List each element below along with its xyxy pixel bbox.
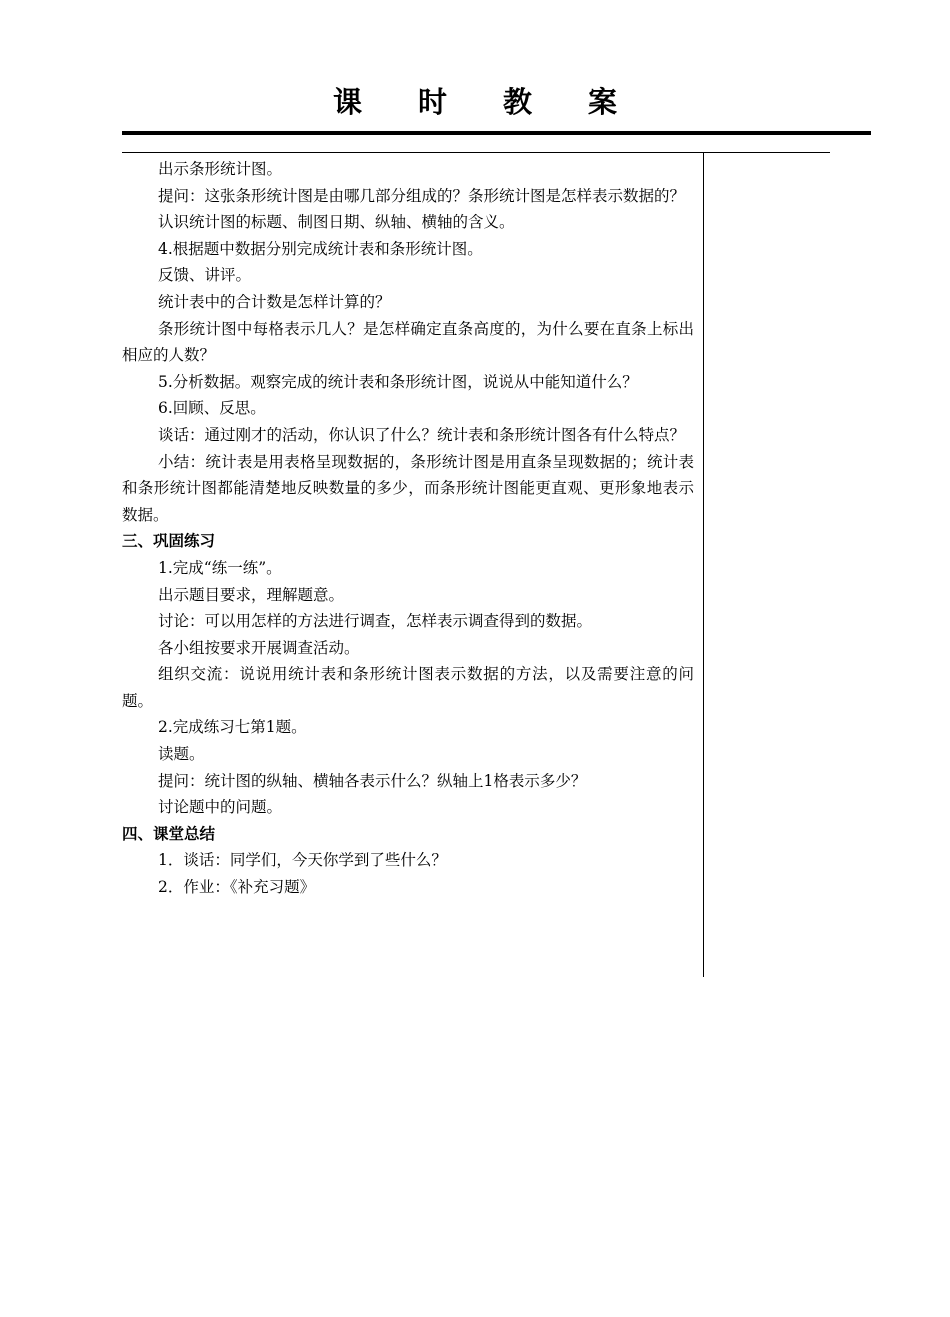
paragraph: 提问：这张条形统计图是由哪几部分组成的？条形统计图是怎样表示数据的？ [158,186,686,205]
section-heading: 四、课堂总结 [122,824,216,843]
paragraph: 组织交流：说说用统计表和条形统计图表示数据的方法，以及需要注意的问题。 [122,665,694,710]
paragraph: 认识统计图的标题、制图日期、纵轴、横轴的含义。 [158,213,515,232]
paragraph: 反馈、讲评。 [158,266,252,285]
paragraph: 4.根据题中数据分别完成统计表和条形统计图。 [158,239,483,258]
header-rule-thick [122,131,871,135]
paragraph: 条形统计图中每格表示几人？是怎样确定直条高度的，为什么要在直条上标出相应的人数？ [122,319,694,365]
paragraph: 讨论题中的问题。 [158,798,283,817]
paragraph: 出示条形统计图。 [158,160,283,178]
paragraph: 讨论：可以用怎样的方法进行调查，怎样表示调查得到的数据。 [158,612,593,631]
column-divider [703,153,704,977]
paragraph: 统计表中的合计数是怎样计算的？ [158,292,391,311]
paragraph: 2.完成练习七第1题。 [158,718,307,737]
paragraph: 1．谈话：同学们，今天你学到了些什么？ [158,851,447,870]
paragraph: 5.分析数据。观察完成的统计表和条形统计图，说说从中能知道什么？ [158,372,638,391]
paragraph: 小结：统计表是用表格呈现数据的，条形统计图是用直条呈现数据的；统计表和条形统计图都能清楚地反映数量的多少，而条形统计图能更直观、更形象地表示数据。 [122,452,694,524]
page-title: 课时教案 [332,85,673,119]
paragraph: 6.回顾、反思。 [158,399,266,418]
paragraph: 2．作业：《补充习题》 [158,878,316,897]
paragraph: 读题。 [158,745,205,764]
paragraph: 各小组按要求开展调查活动。 [158,638,360,657]
paragraph: 出示题目要求，理解题意。 [158,585,345,604]
paragraph: 提问：统计图的纵轴、横轴各表示什么？纵轴上1格表示多少？ [158,771,587,790]
paragraph: 谈话：通过刚才的活动，你认识了什么？统计表和条形统计图各有什么特点？ [158,425,686,444]
section-heading: 三、巩固练习 [122,532,216,551]
header-rule-thin [122,152,830,153]
lesson-body [122,156,694,901]
paragraph: 1.完成“练一练”。 [158,558,282,577]
